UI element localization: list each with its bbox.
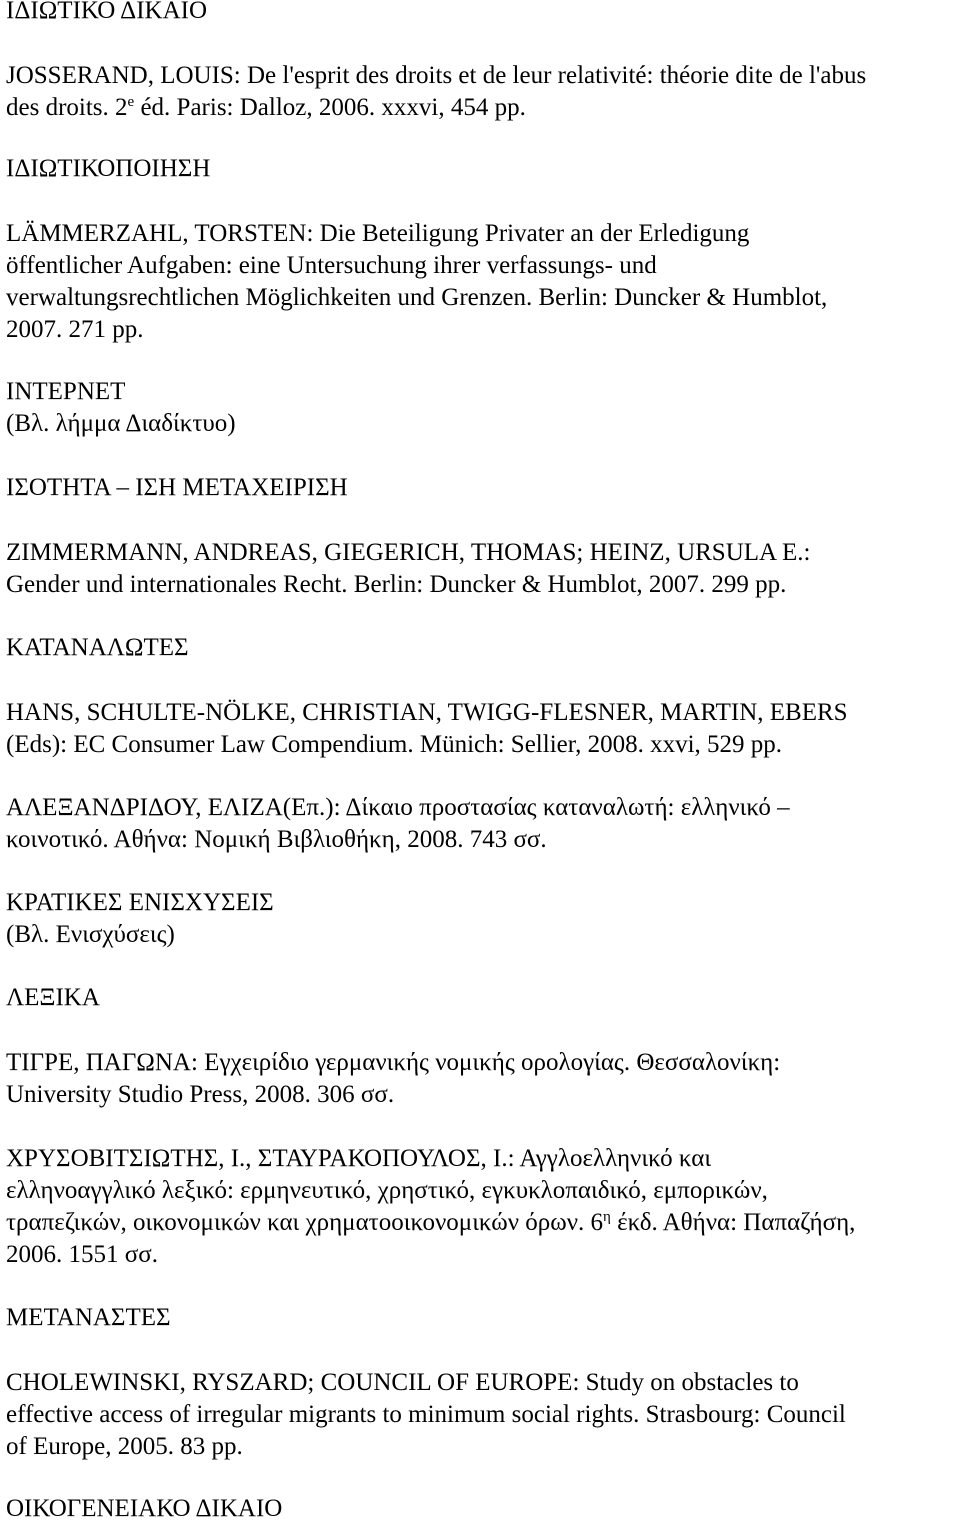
superscript: η <box>603 1209 611 1225</box>
entry-line: ΧΡΥΣΟΒΙΤΣΙΩΤΗΣ, Ι., ΣΤΑΥΡΑΚΟΠΟΥΛΟΣ, Ι.: Αγγλοελληνικό και <box>6 1145 712 1172</box>
section-heading: ΚΡΑΤΙΚΕΣ ΕΝΙΣΧΥΣΕΙΣ <box>6 889 274 916</box>
entry-line: LÄMMERZAHL, TORSTEN: Die Beteiligung Privater an der Erledigung <box>6 220 750 247</box>
entry-line: ελληνοαγγλικό λεξικό: ερμηνευτικό, χρηστικό, εγκυκλοπαιδικό, εμπορικών, <box>6 1177 768 1204</box>
section-heading: ΙΔΙΩΤΙΚΟΠΟΙΗΣΗ <box>6 155 211 182</box>
entry-line: of Europe, 2005. 83 pp. <box>6 1433 243 1460</box>
entry-line: Gender und internationales Recht. Berlin: Duncker & Humblot, 2007. 299 pp. <box>6 571 787 598</box>
entry-line: κοινοτικό. Αθήνα: Νομική Βιβλιοθήκη, 2008. 743 σσ. <box>6 826 547 853</box>
cross-reference: (Βλ. Ενισχύσεις) <box>6 921 175 948</box>
entry-line: ZIMMERMANN, ANDREAS, GIEGERICH, THOMAS; HEINZ, URSULA E.: <box>6 539 811 566</box>
entry-line: verwaltungsrechtlichen Möglichkeiten und Grenzen. Berlin: Duncker & Humblot, <box>6 284 828 311</box>
section-heading: ΙΝΤΕΡΝΕΤ <box>6 378 126 405</box>
entry-line: ΤΙΓΡΕ, ΠΑΓΩΝΑ: Εγχειρίδιο γερμανικής νομικής ορολογίας. Θεσσαλονίκη: <box>6 1049 781 1076</box>
section-heading: ΚΑΤΑΝΑΛΩΤΕΣ <box>6 634 189 661</box>
entry-line: τραπεζικών, οικονομικών και χρηματοοικονομικών όρων. $6^\eta$ έκδ. Αθήνα: Παπαζήση, <box>6 1209 856 1236</box>
cross-reference: (Βλ. λήμμα Διαδίκτυο) <box>6 410 236 437</box>
entry-line: HANS, SCHULTE-NÖLKE, CHRISTIAN, TWIGG-FLESNER, MARTIN, EBERS <box>6 699 848 726</box>
entry-line: University Studio Press, 2008. 306 σσ. <box>6 1081 395 1108</box>
section-heading: ΟΙΚΟΓΕΝΕΙΑΚΟ ΔΙΚΑΙΟ <box>6 1495 283 1522</box>
entry-line: effective access of irregular migrants to minimum social rights. Strasbourg: Council <box>6 1401 846 1428</box>
section-heading: ΛΕΞΙΚΑ <box>6 984 100 1011</box>
section-heading: ΙΔΙΩΤΙΚΟ ΔΙΚΑΙΟ <box>6 0 208 24</box>
entry-line: ΑΛΕΞΑΝΔΡΙΔΟΥ, ΕΛΙΖΑ(Επ.): Δίκαιο προστασίας καταναλωτή: ελληνικό – <box>6 794 790 821</box>
entry-line: CHOLEWINSKI, RYSZARD; COUNCIL OF EUROPE: Study on obstacles to <box>6 1369 799 1396</box>
entry-line: (Eds): EC Consumer Law Compendium. Münich: Sellier, 2008. xxvi, 529 pp. <box>6 731 783 758</box>
entry-line: öffentlicher Aufgaben: eine Untersuchung ihrer verfassungs- und <box>6 252 657 279</box>
section-heading: ΜΕΤΑΝΑΣΤΕΣ <box>6 1304 171 1331</box>
section-heading: ΙΣΟΤΗΤΑ – ΙΣΗ ΜΕΤΑΧΕΙΡΙΣΗ <box>6 474 348 501</box>
entry-line: 2006. 1551 σσ. <box>6 1241 158 1268</box>
superscript: e <box>127 94 135 110</box>
entry-line: 2007. 271 pp. <box>6 316 144 343</box>
entry-line: des droits. 2e éd. Paris: Dalloz, 2006. xxxvi, 454 pp. <box>6 94 526 121</box>
entry-line: JOSSERAND, LOUIS: De l'esprit des droits et de leur relativité: théorie dite de l'abus <box>6 62 867 89</box>
